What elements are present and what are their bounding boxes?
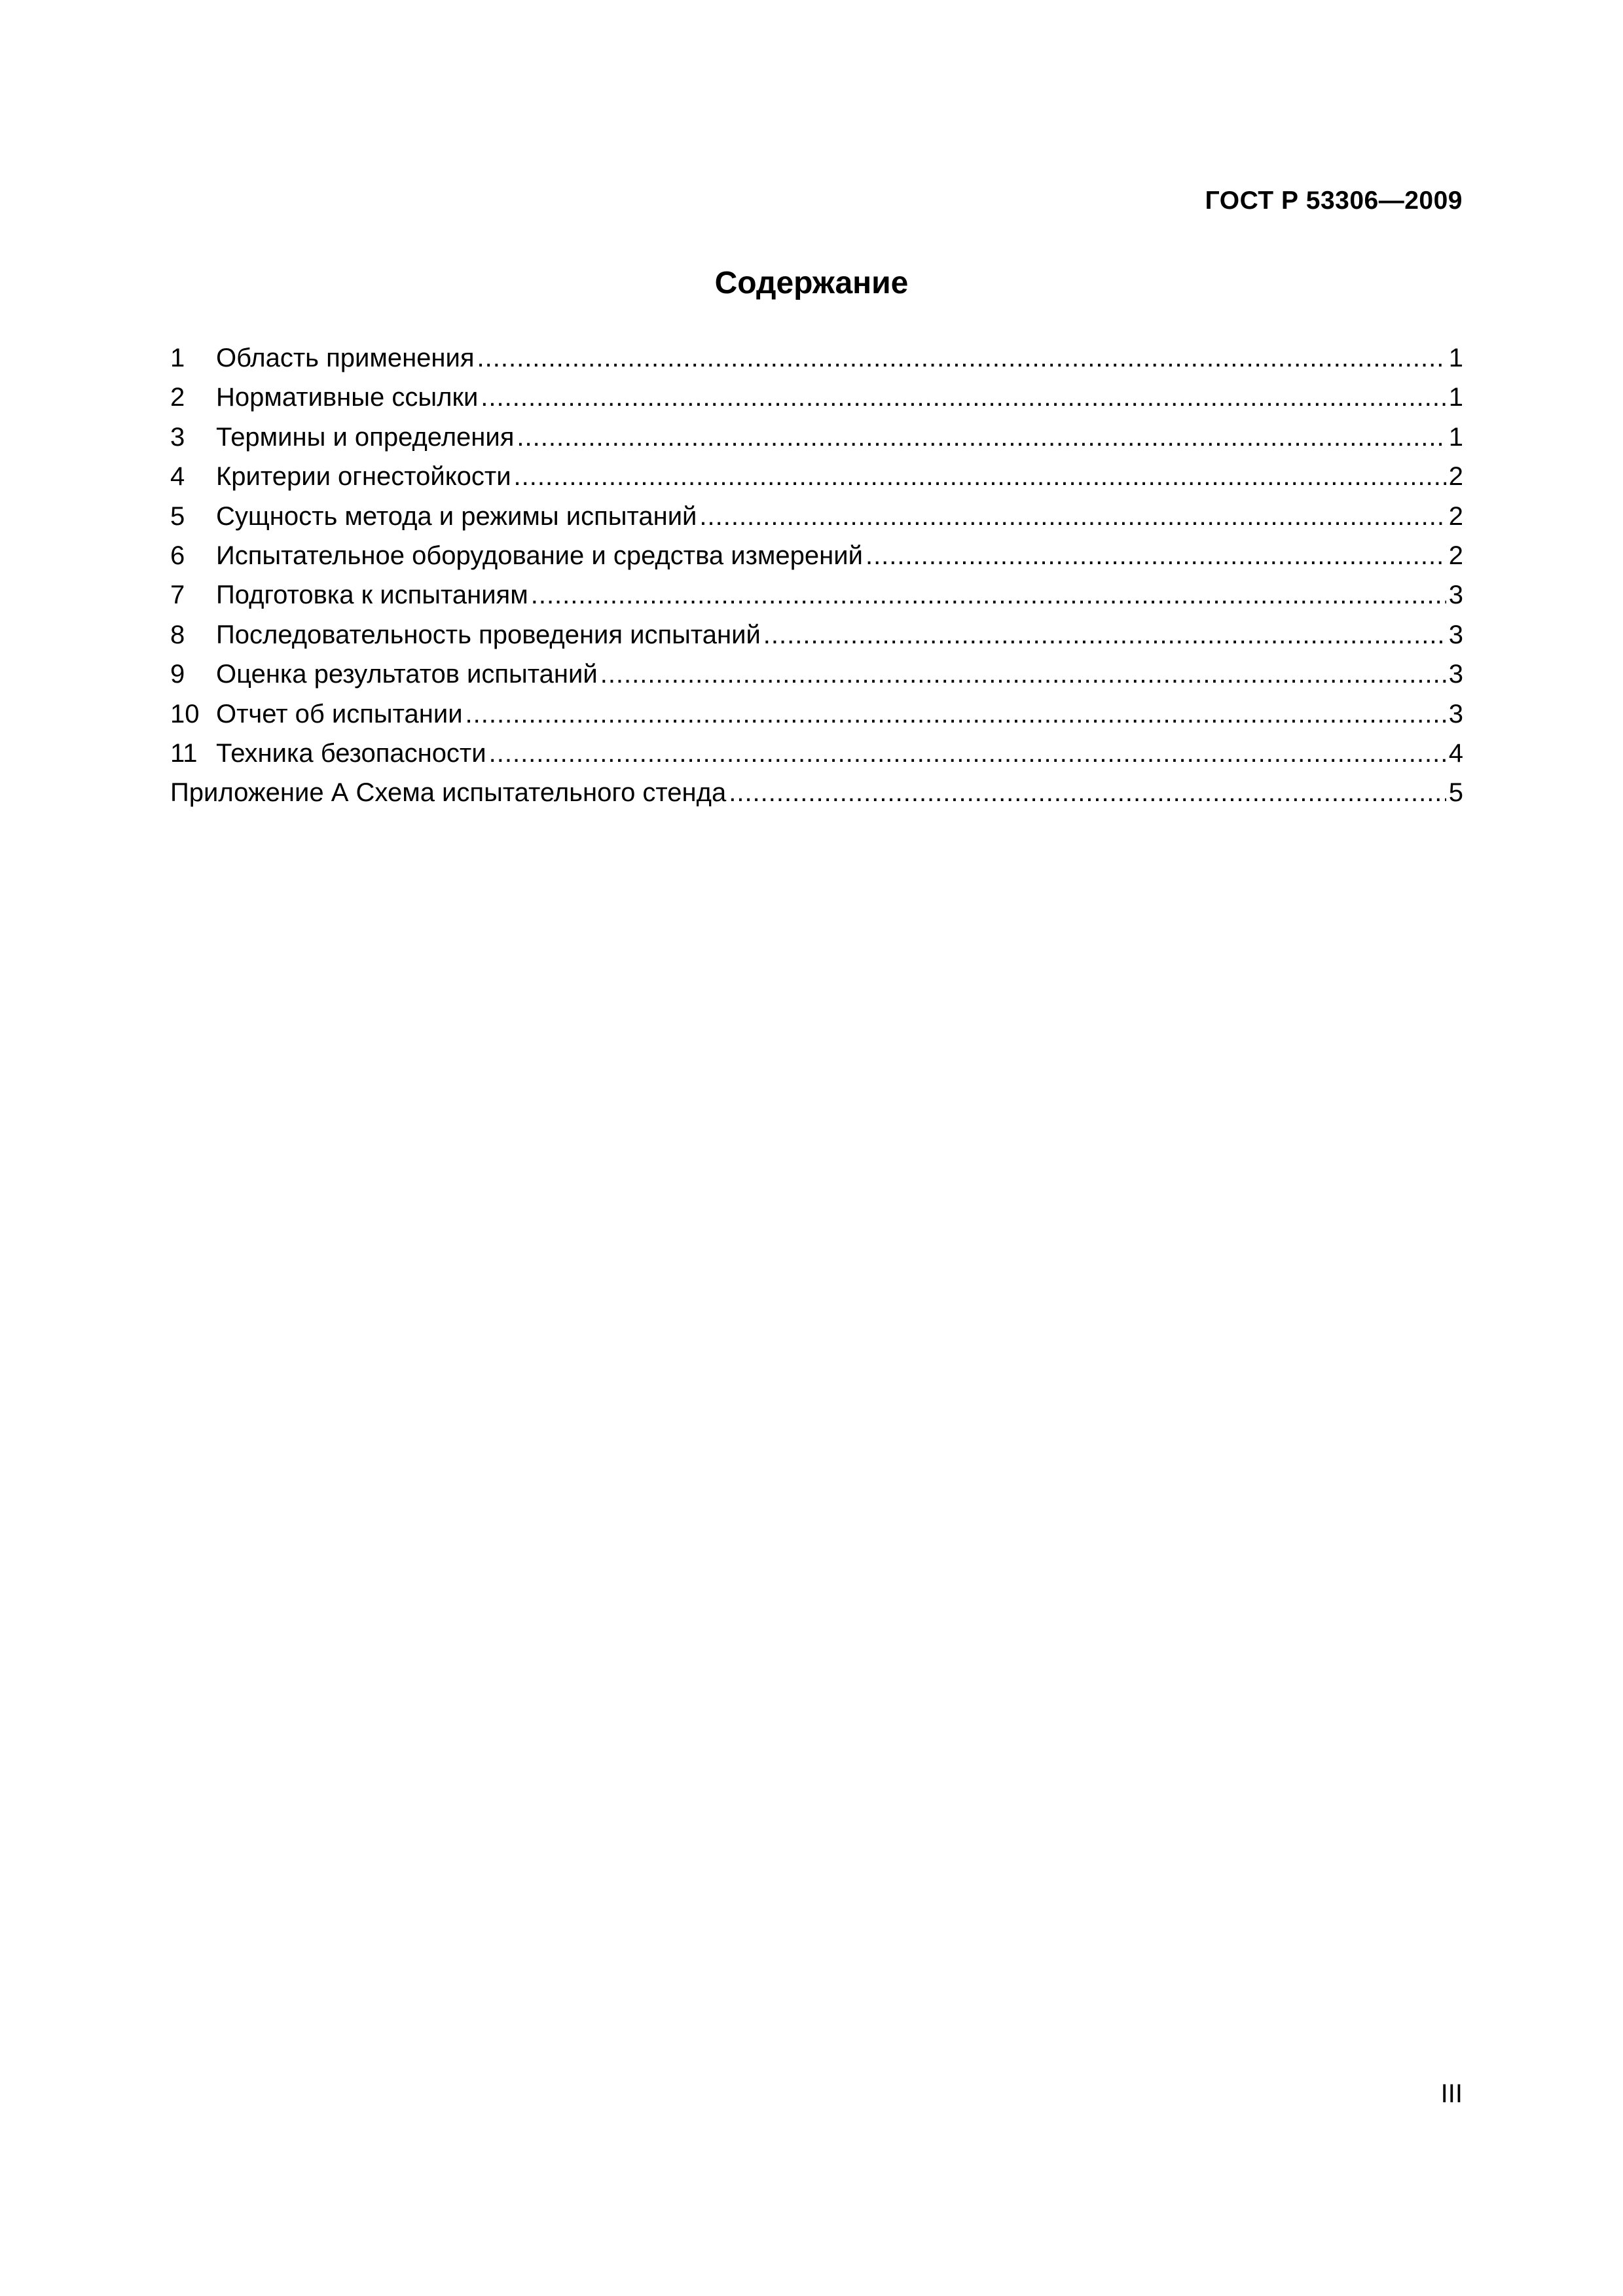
toc-entry-number: 9 <box>170 660 185 689</box>
toc-entry[interactable] <box>170 418 1463 457</box>
toc-entry-page: 1 <box>1448 344 1463 372</box>
toc-entry-appendix[interactable] <box>170 773 1463 812</box>
toc-entry[interactable] <box>170 694 1463 734</box>
page-number: III <box>1440 2079 1463 2108</box>
toc-entry-number: 10 <box>170 699 200 728</box>
toc-entry-number: 2 <box>170 383 185 412</box>
toc-entry-label: Нормативные ссылки <box>216 383 479 412</box>
toc-entry-label: Последовательность проведения испытаний <box>216 620 761 649</box>
toc-entry-label: Оценка результатов испытаний <box>216 660 598 689</box>
toc-entry-page: 3 <box>1448 660 1463 689</box>
toc-entry-label: Приложение А Схема испытательного стенда <box>170 778 727 808</box>
toc-entry-label: Критерии огнестойкости <box>216 462 511 492</box>
toc-leader-dots <box>477 338 1446 378</box>
toc-entry-number: 8 <box>170 620 185 649</box>
toc-leader-dots <box>866 536 1446 575</box>
toc-entry[interactable] <box>170 457 1463 496</box>
toc-entry-page: 4 <box>1448 738 1463 768</box>
toc-entry-label: Отчет об испытании <box>216 699 463 728</box>
toc-entry-label: Область применения <box>216 344 475 372</box>
toc-entry-number: 7 <box>170 581 185 610</box>
toc-leader-dots <box>514 457 1446 496</box>
toc-leader-dots <box>531 575 1446 615</box>
toc-leader-dots <box>763 615 1446 655</box>
toc-entry-number: 4 <box>170 462 185 492</box>
toc-entry[interactable] <box>170 615 1463 655</box>
toc-entry-page: 1 <box>1448 383 1463 412</box>
toc-leader-dots <box>517 418 1446 457</box>
toc-entry-number: 3 <box>170 422 185 452</box>
toc-entry-number: 6 <box>170 541 185 570</box>
toc-leader-dots <box>489 734 1446 773</box>
toc-entry[interactable] <box>170 497 1463 536</box>
toc-entry-page: 2 <box>1448 501 1463 531</box>
toc-entry[interactable] <box>170 378 1463 417</box>
toc-leader-dots <box>729 773 1446 812</box>
toc-entry-label: Испытательное оборудование и средства измерений <box>216 541 863 570</box>
toc-entry-label: Техника безопасности <box>216 738 486 768</box>
toc-leader-dots <box>699 497 1446 536</box>
toc-title: Содержание <box>714 266 909 300</box>
toc-entry-page: 5 <box>1448 778 1463 808</box>
toc-entry[interactable] <box>170 536 1463 575</box>
toc-entry[interactable] <box>170 575 1463 615</box>
toc-entry[interactable] <box>170 734 1463 773</box>
toc-entry-page: 1 <box>1448 422 1463 452</box>
toc-entry-label: Сущность метода и режимы испытаний <box>216 501 697 531</box>
toc-leader-dots <box>600 655 1446 694</box>
toc-entry-label: Подготовка к испытаниям <box>216 581 528 610</box>
toc-leader-dots <box>465 694 1446 734</box>
toc-entry-number: 5 <box>170 501 185 531</box>
toc-entry-page: 3 <box>1448 699 1463 728</box>
toc-entry-label: Термины и определения <box>216 422 515 452</box>
document-code: ГОСТ Р 53306—2009 <box>1205 187 1463 215</box>
toc-entry-page: 2 <box>1448 541 1463 570</box>
toc-entry-number: 11 <box>170 738 198 768</box>
toc-entry-page: 3 <box>1448 581 1463 610</box>
toc-leader-dots <box>481 378 1446 417</box>
toc-entry-page: 3 <box>1448 620 1463 649</box>
table-of-contents <box>170 338 1463 813</box>
toc-entry[interactable] <box>170 655 1463 694</box>
toc-entry[interactable] <box>170 338 1463 378</box>
toc-entry-page: 2 <box>1448 462 1463 492</box>
toc-entry-number: 1 <box>170 344 185 372</box>
